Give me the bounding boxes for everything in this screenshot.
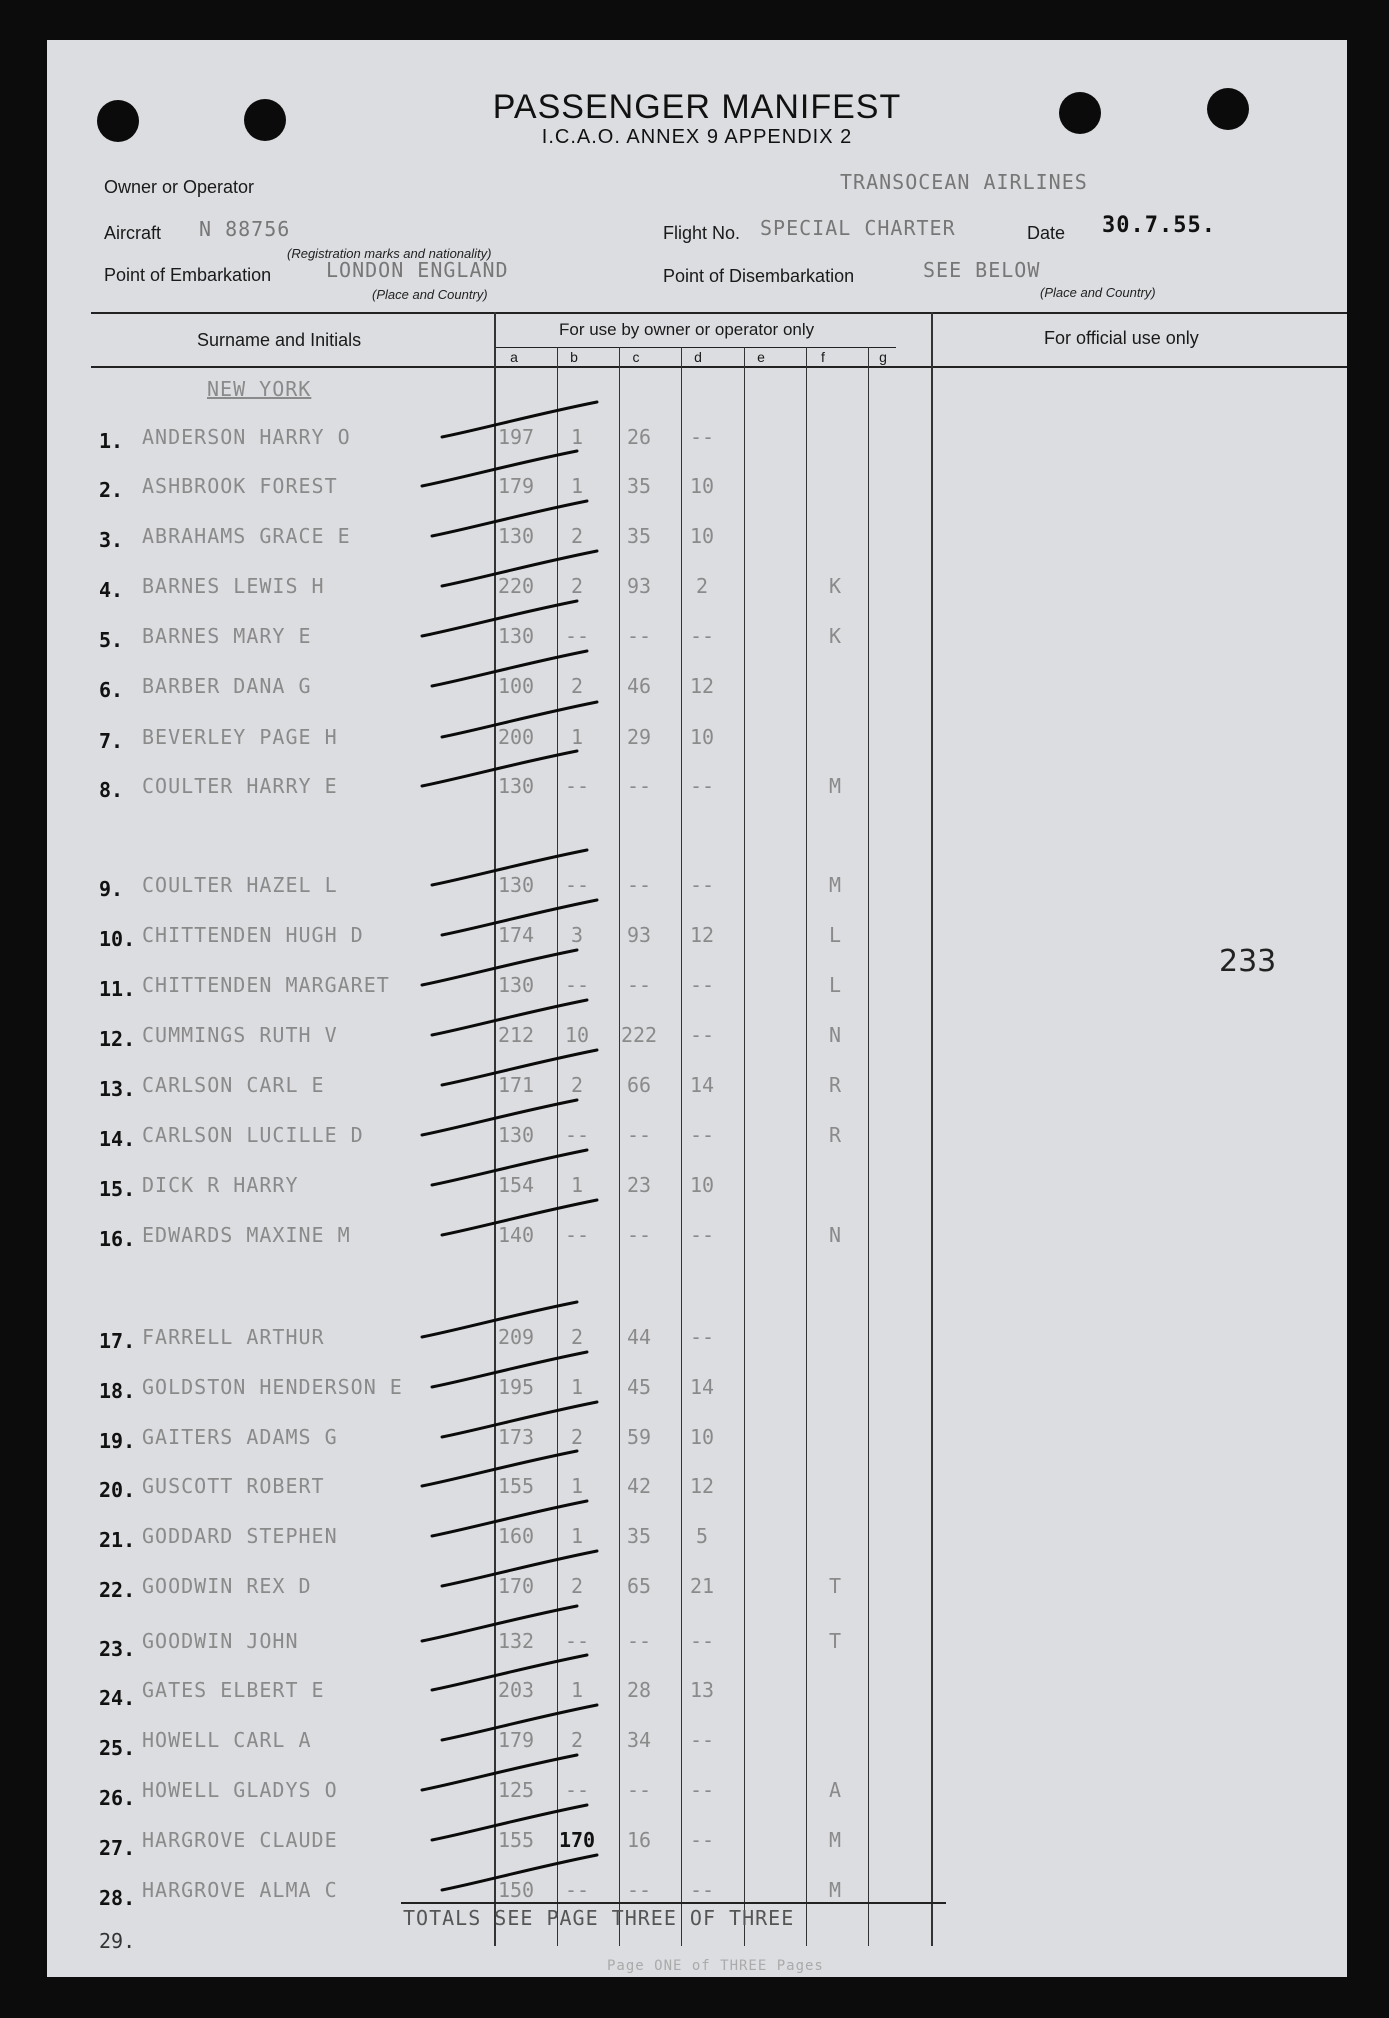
check-stroke <box>432 1805 587 1840</box>
cell-c: -- <box>626 1629 652 1653</box>
cell-b: -- <box>564 873 590 897</box>
cell-a: 171 <box>497 1073 535 1097</box>
cell-a: 130 <box>497 973 535 997</box>
row-number: 18. <box>99 1379 136 1403</box>
disembarkation-value: SEE BELOW <box>923 258 1041 282</box>
cell-f: M <box>828 1828 842 1852</box>
owner-value: TRANSOCEAN AIRLINES <box>840 170 1088 194</box>
cell-c: 34 <box>626 1728 652 1752</box>
cell-a: 130 <box>497 624 535 648</box>
cell-d: -- <box>689 1629 715 1653</box>
cell-b: -- <box>564 1778 590 1802</box>
cell-f: R <box>828 1123 842 1147</box>
cell-d: -- <box>689 1325 715 1349</box>
cell-d: 5 <box>695 1524 709 1548</box>
cell-c: -- <box>626 1223 652 1247</box>
col-official-header: For official use only <box>1044 328 1199 348</box>
cell-c: -- <box>626 973 652 997</box>
cell-b: -- <box>564 1123 590 1147</box>
cell-a: 212 <box>497 1023 535 1047</box>
row-number: 9. <box>99 877 124 901</box>
passenger-name: HOWELL CARL A <box>142 1728 312 1752</box>
cell-f: T <box>828 1574 842 1598</box>
cell-c: 93 <box>626 923 652 947</box>
cell-d: 10 <box>689 1173 715 1197</box>
cell-d: 10 <box>689 474 715 498</box>
cell-a: 130 <box>497 1123 535 1147</box>
cell-c: 42 <box>626 1474 652 1498</box>
cell-a: 150 <box>497 1878 535 1902</box>
cell-a: 179 <box>497 1728 535 1752</box>
cell-b: 1 <box>570 1524 584 1548</box>
cell-b: 1 <box>570 425 584 449</box>
row-number: 12. <box>99 1027 136 1051</box>
cell-b: -- <box>564 624 590 648</box>
check-stroke <box>442 1551 597 1586</box>
cell-c: 93 <box>626 574 652 598</box>
cell-a: 170 <box>497 1574 535 1598</box>
cell-f: M <box>828 1878 842 1902</box>
passenger-name: HARGROVE ALMA C <box>142 1878 338 1902</box>
cell-c: -- <box>626 774 652 798</box>
cell-f: A <box>828 1778 842 1802</box>
cell-d: -- <box>689 1123 715 1147</box>
cell-f: M <box>828 873 842 897</box>
cell-b: -- <box>564 1629 590 1653</box>
cell-c: 28 <box>626 1678 652 1702</box>
check-stroke <box>422 751 577 786</box>
passenger-name: DICK R HARRY <box>142 1173 299 1197</box>
cell-a: 179 <box>497 474 535 498</box>
row-number: 6. <box>99 678 124 702</box>
cell-a: 140 <box>497 1223 535 1247</box>
row-number: 5. <box>99 628 124 652</box>
embarkation-label: Point of Embarkation <box>104 265 272 285</box>
cell-a: 155 <box>497 1474 535 1498</box>
passenger-name: GAITERS ADAMS G <box>142 1425 338 1449</box>
checkmark-strokes <box>47 40 1347 1977</box>
flight-value: SPECIAL CHARTER <box>760 216 956 240</box>
cell-d: -- <box>689 973 715 997</box>
cell-d: 10 <box>689 1425 715 1449</box>
page-title: PASSENGER MANIFEST <box>492 88 902 126</box>
cell-b: 1 <box>570 725 584 749</box>
check-stroke <box>422 1755 577 1790</box>
cell-d: -- <box>689 624 715 648</box>
cell-f: L <box>828 973 842 997</box>
cell-b: -- <box>564 774 590 798</box>
check-stroke <box>432 1000 587 1035</box>
cell-d: -- <box>689 774 715 798</box>
cell-f: R <box>828 1073 842 1097</box>
cell-d: 12 <box>689 674 715 698</box>
check-stroke <box>432 1150 587 1185</box>
check-stroke <box>422 1451 577 1486</box>
check-stroke <box>442 1200 597 1235</box>
cell-b: 2 <box>570 1574 584 1598</box>
cell-b: 1 <box>570 1678 584 1702</box>
cell-d: 13 <box>689 1678 715 1702</box>
row-number-29: 29. <box>99 1929 136 1953</box>
row-number: 24. <box>99 1686 136 1710</box>
cell-a: 130 <box>497 774 535 798</box>
cell-c: -- <box>626 1878 652 1902</box>
col-owner-header: For use by owner or operator only <box>559 320 815 339</box>
cell-a: 130 <box>497 873 535 897</box>
cell-a: 160 <box>497 1524 535 1548</box>
passenger-name: HOWELL GLADYS O <box>142 1778 338 1802</box>
cell-b: -- <box>564 973 590 997</box>
embarkation-value: LONDON ENGLAND <box>326 258 509 282</box>
cell-b: 1 <box>570 1173 584 1197</box>
check-stroke <box>422 1100 577 1135</box>
check-stroke <box>442 402 597 437</box>
owner-label: Owner or Operator <box>104 177 255 197</box>
cell-c: 35 <box>626 524 652 548</box>
date-label: Date <box>1027 223 1066 243</box>
row-number: 11. <box>99 977 136 1001</box>
cell-b: -- <box>564 1223 590 1247</box>
row-number: 28. <box>99 1886 136 1910</box>
row-number: 16. <box>99 1227 136 1251</box>
cell-a: 174 <box>497 923 535 947</box>
cell-c: -- <box>626 873 652 897</box>
check-stroke <box>432 501 587 536</box>
cell-d: -- <box>689 1878 715 1902</box>
cell-c: 222 <box>620 1023 658 1047</box>
passenger-name: CARLSON CARL E <box>142 1073 325 1097</box>
passenger-name: COULTER HAZEL L <box>142 873 338 897</box>
passenger-name: GOLDSTON HENDERSON E <box>142 1375 403 1399</box>
cell-c: 44 <box>626 1325 652 1349</box>
row-number: 23. <box>99 1637 136 1661</box>
check-stroke <box>442 1855 597 1890</box>
cell-d: 12 <box>689 1474 715 1498</box>
subcol-c: c <box>632 349 640 365</box>
check-stroke <box>442 1402 597 1437</box>
subcol-e: e <box>757 349 765 365</box>
row-number: 7. <box>99 729 124 753</box>
row-number: 21. <box>99 1528 136 1552</box>
subcol-a: a <box>510 349 518 365</box>
cell-a: 130 <box>497 524 535 548</box>
subcol-g: g <box>879 349 887 365</box>
subcol-f: f <box>821 349 825 365</box>
cell-b: 170 <box>558 1828 596 1852</box>
cell-c: 59 <box>626 1425 652 1449</box>
passenger-name: FARRELL ARTHUR <box>142 1325 325 1349</box>
check-stroke <box>432 1655 587 1690</box>
cell-b: -- <box>564 1878 590 1902</box>
cell-c: 46 <box>626 674 652 698</box>
passenger-name: ANDERSON HARRY O <box>142 425 351 449</box>
cell-a: 132 <box>497 1629 535 1653</box>
passenger-name: CHITTENDEN HUGH D <box>142 923 364 947</box>
row-number: 26. <box>99 1786 136 1810</box>
cell-a: 155 <box>497 1828 535 1852</box>
disembarkation-note: (Place and Country) <box>1040 285 1156 300</box>
totals-note: TOTALS SEE PAGE THREE OF THREE <box>403 1906 795 1930</box>
col-name-header: Surname and Initials <box>197 330 362 350</box>
passenger-name: GUSCOTT ROBERT <box>142 1474 325 1498</box>
aircraft-label: Aircraft <box>104 223 162 243</box>
cell-b: 1 <box>570 1474 584 1498</box>
cell-b: 2 <box>570 1325 584 1349</box>
row-number: 13. <box>99 1077 136 1101</box>
check-stroke <box>442 702 597 737</box>
cell-a: 195 <box>497 1375 535 1399</box>
cell-d: 10 <box>689 524 715 548</box>
cell-c: 23 <box>626 1173 652 1197</box>
cell-c: 66 <box>626 1073 652 1097</box>
passenger-name: ABRAHAMS GRACE E <box>142 524 351 548</box>
row-number: 27. <box>99 1836 136 1860</box>
cell-d: -- <box>689 425 715 449</box>
row-number: 8. <box>99 778 124 802</box>
page-subtitle: I.C.A.O. ANNEX 9 APPENDIX 2 <box>541 126 853 148</box>
row-number: 20. <box>99 1478 136 1502</box>
passenger-name: BARNES LEWIS H <box>142 574 325 598</box>
cell-a: 100 <box>497 674 535 698</box>
row-number: 15. <box>99 1177 136 1201</box>
section-new-york: NEW YORK <box>207 377 312 401</box>
date-value: 30.7.55. <box>1102 213 1216 238</box>
passenger-name: HARGROVE CLAUDE <box>142 1828 338 1852</box>
cell-a: 209 <box>497 1325 535 1349</box>
check-stroke <box>422 601 577 636</box>
cell-c: 26 <box>626 425 652 449</box>
cell-a: 154 <box>497 1173 535 1197</box>
cell-f: L <box>828 923 842 947</box>
cell-d: 12 <box>689 923 715 947</box>
cell-a: 197 <box>497 425 535 449</box>
cell-d: 2 <box>695 574 709 598</box>
cell-d: -- <box>689 1778 715 1802</box>
cell-f: T <box>828 1629 842 1653</box>
cell-b: 1 <box>570 1375 584 1399</box>
cell-b: 2 <box>570 1073 584 1097</box>
check-stroke <box>432 1352 587 1387</box>
cell-c: 65 <box>626 1574 652 1598</box>
passenger-name: GOODWIN JOHN <box>142 1629 299 1653</box>
row-number: 4. <box>99 578 124 602</box>
row-number: 2. <box>99 478 124 502</box>
check-stroke <box>422 1302 577 1337</box>
passenger-name: GODDARD STEPHEN <box>142 1524 338 1548</box>
row-number: 25. <box>99 1736 136 1760</box>
passenger-name: CARLSON LUCILLE D <box>142 1123 364 1147</box>
cell-c: 16 <box>626 1828 652 1852</box>
cell-d: -- <box>689 1223 715 1247</box>
passenger-name: BEVERLEY PAGE H <box>142 725 338 749</box>
passenger-name: BARBER DANA G <box>142 674 312 698</box>
check-stroke <box>432 651 587 686</box>
cell-b: 1 <box>570 474 584 498</box>
registration-note: (Registration marks and nationality) <box>287 246 492 261</box>
cell-c: -- <box>626 1778 652 1802</box>
row-number: 1. <box>99 429 124 453</box>
check-stroke <box>422 950 577 985</box>
official-number: 233 <box>1219 944 1277 979</box>
subcol-d: d <box>694 349 702 365</box>
cell-c: 35 <box>626 1524 652 1548</box>
cell-d: -- <box>689 1728 715 1752</box>
check-stroke <box>432 850 587 885</box>
cell-a: 203 <box>497 1678 535 1702</box>
cell-c: -- <box>626 1123 652 1147</box>
page-footer: Page ONE of THREE Pages <box>607 1958 824 1974</box>
passenger-name: CHITTENDEN MARGARET <box>142 973 390 997</box>
cell-d: 10 <box>689 725 715 749</box>
passenger-name: GATES ELBERT E <box>142 1678 325 1702</box>
subcol-b: b <box>570 349 578 365</box>
cell-d: 14 <box>689 1375 715 1399</box>
cell-d: -- <box>689 1023 715 1047</box>
passenger-name: ASHBROOK FOREST <box>142 474 338 498</box>
cell-a: 200 <box>497 725 535 749</box>
check-stroke <box>442 551 597 586</box>
cell-b: 2 <box>570 674 584 698</box>
flight-label: Flight No. <box>663 223 741 243</box>
cell-f: K <box>828 574 842 598</box>
cell-b: 2 <box>570 1728 584 1752</box>
row-number: 10. <box>99 927 136 951</box>
check-stroke <box>442 1050 597 1085</box>
cell-b: 3 <box>570 923 584 947</box>
check-stroke <box>422 1606 577 1641</box>
manifest-page <box>47 40 1347 1977</box>
check-stroke <box>422 451 577 486</box>
cell-b: 2 <box>570 574 584 598</box>
passenger-name: COULTER HARRY E <box>142 774 338 798</box>
passenger-name: EDWARDS MAXINE M <box>142 1223 351 1247</box>
check-stroke <box>432 1501 587 1536</box>
cell-f: M <box>828 774 842 798</box>
row-number: 22. <box>99 1578 136 1602</box>
passenger-name: GOODWIN REX D <box>142 1574 312 1598</box>
cell-a: 125 <box>497 1778 535 1802</box>
row-number: 17. <box>99 1329 136 1353</box>
passenger-name: CUMMINGS RUTH V <box>142 1023 338 1047</box>
cell-d: 14 <box>689 1073 715 1097</box>
passenger-name: BARNES MARY E <box>142 624 312 648</box>
cell-c: 45 <box>626 1375 652 1399</box>
cell-c: -- <box>626 624 652 648</box>
check-stroke <box>442 1705 597 1740</box>
cell-b: 2 <box>570 524 584 548</box>
row-number: 14. <box>99 1127 136 1151</box>
row-number: 19. <box>99 1429 136 1453</box>
cell-a: 173 <box>497 1425 535 1449</box>
cell-b: 10 <box>564 1023 590 1047</box>
cell-c: 35 <box>626 474 652 498</box>
disembarkation-label: Point of Disembarkation <box>663 266 855 286</box>
cell-f: N <box>828 1023 842 1047</box>
cell-f: N <box>828 1223 842 1247</box>
cell-a: 220 <box>497 574 535 598</box>
cell-d: -- <box>689 1828 715 1852</box>
embarkation-note: (Place and Country) <box>372 287 488 302</box>
cell-b: 2 <box>570 1425 584 1449</box>
cell-f: K <box>828 624 842 648</box>
check-stroke <box>442 900 597 935</box>
cell-d: -- <box>689 873 715 897</box>
row-number: 3. <box>99 528 124 552</box>
cell-d: 21 <box>689 1574 715 1598</box>
cell-c: 29 <box>626 725 652 749</box>
aircraft-value: N 88756 <box>199 217 291 241</box>
